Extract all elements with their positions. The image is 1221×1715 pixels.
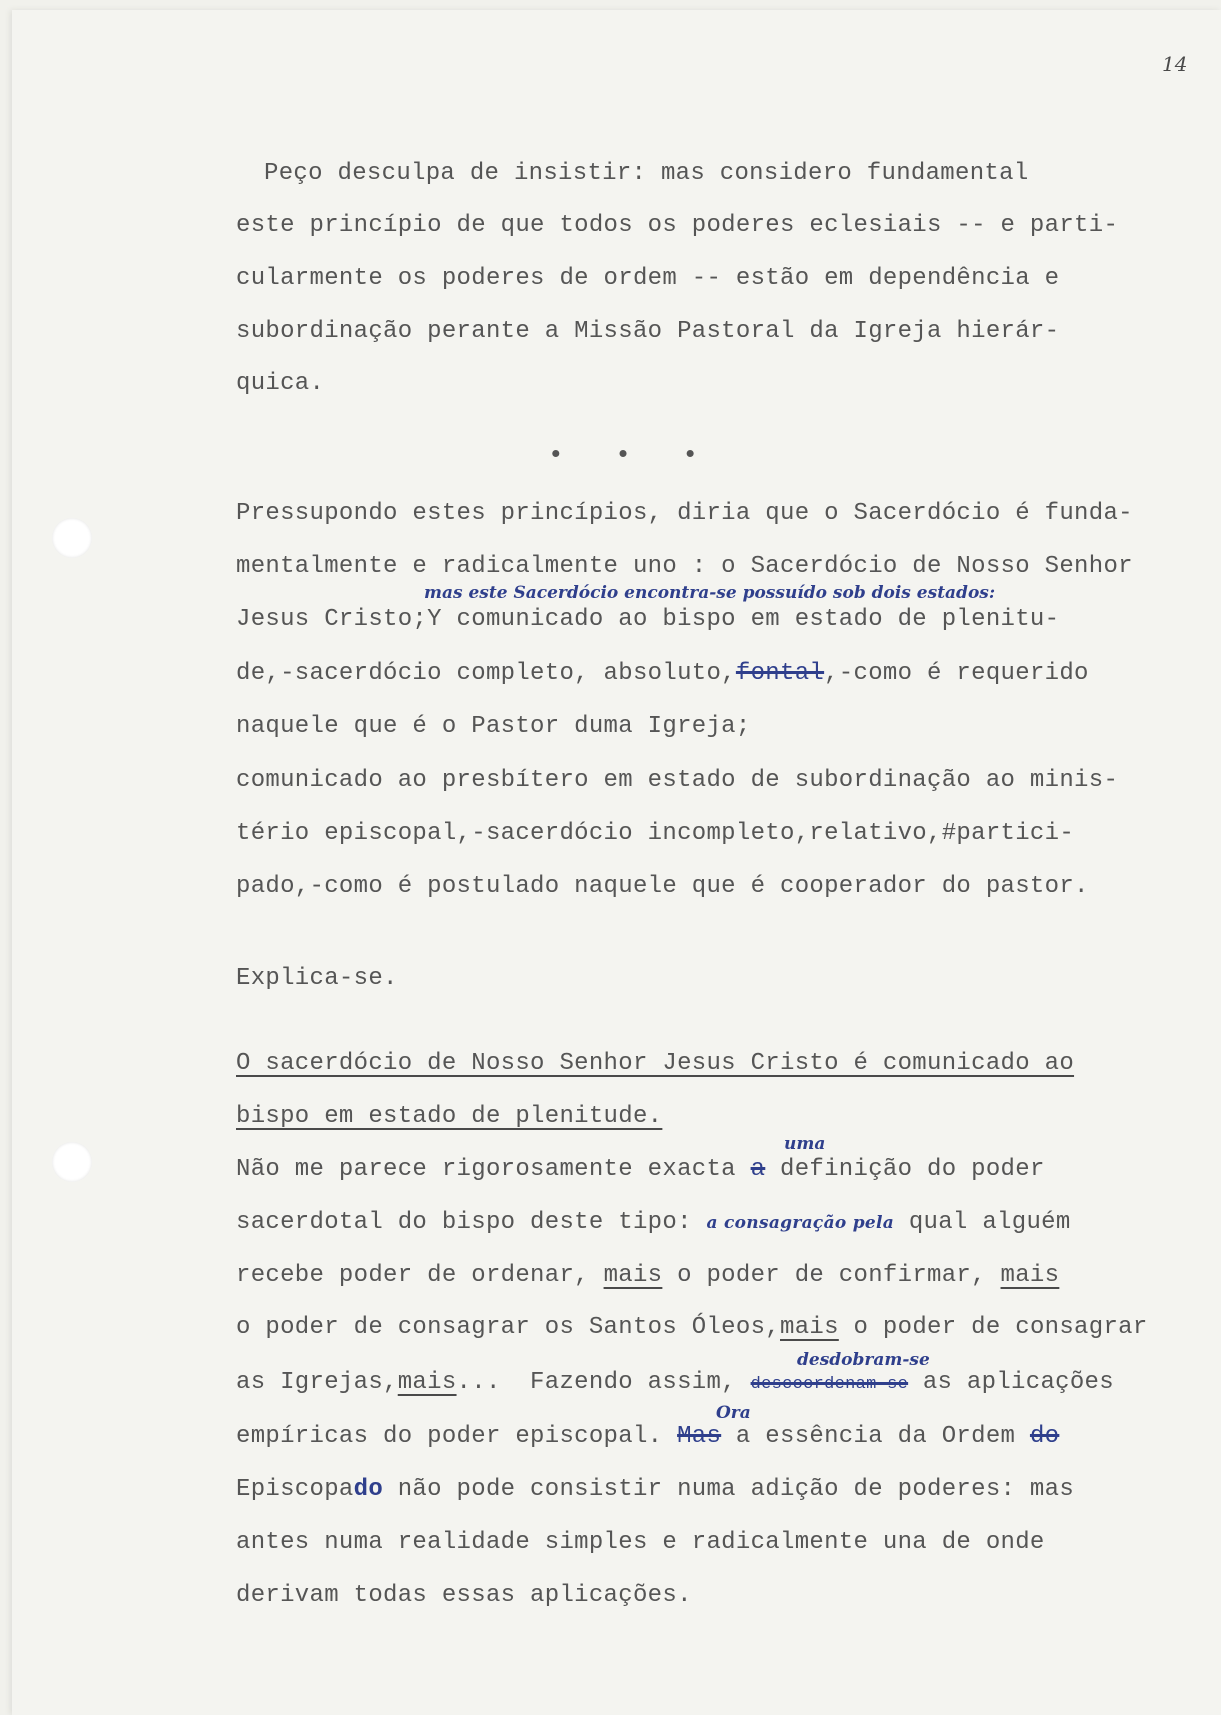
paragraph1-line3: cularmente os poderes de ordem -- estão em dependência e: [236, 265, 1060, 292]
handwritten-insert: mas este Sacerdócio encontra-se possuído sob dois estados:: [424, 583, 996, 603]
handwritten-ora: Ora: [716, 1403, 751, 1423]
heading-line2: bispo em estado de plenitude.: [236, 1103, 663, 1130]
explica-line: Explica-se.: [236, 965, 398, 992]
paragraph3-line1: Não me parece rigorosamente exacta a definição do poder: [236, 1156, 1045, 1183]
handwritten-uma: uma: [784, 1134, 826, 1154]
paragraph2-line5: naquele que é o Pastor duma Igreja;: [236, 713, 751, 740]
document-page: [12, 10, 1221, 1715]
paragraph3-line9: derivam todas essas aplicações.: [236, 1582, 692, 1609]
paragraph3-line7: Episcopado não pode consistir numa adição de poderes: mas: [236, 1476, 1075, 1503]
handwritten-consagracao: a consagração pela: [706, 1213, 895, 1233]
paragraph2-line3: Jesus Cristo;Y comunicado ao bispo em estado de plenitu-: [236, 606, 1060, 633]
paragraph2-line1: Pressupondo estes princípios, diria que o Sacerdócio é funda-: [236, 500, 1133, 527]
heading-line1: O sacerdócio de Nosso Senhor Jesus Cristo é comunicado ao: [236, 1050, 1075, 1077]
paragraph2-line2: mentalmente e radicalmente uno : o Sacerdócio de Nosso Senhor: [236, 553, 1133, 580]
paragraph2-line4: de,-sacerdócio completo, absoluto,fontal,-como é requerido: [236, 660, 1089, 687]
page-number: 14: [1162, 52, 1188, 76]
paragraph3-line2: sacerdotal do bispo deste tipo: a consagração pela qual alguém: [236, 1209, 1071, 1236]
punch-hole-bottom: [52, 1142, 92, 1182]
handwritten-desdobram: desdobram-se: [797, 1350, 930, 1370]
paragraph1-line4: subordinação perante a Missão Pastoral da Igreja hierár-: [236, 318, 1060, 345]
paragraph1-line2: este princípio de que todos os poderes eclesiais -- e parti-: [236, 212, 1119, 239]
paragraph2-line7: tério episcopal,-sacerdócio incompleto,relativo,#partici-: [236, 820, 1075, 847]
paragraph3-line8: antes numa realidade simples e radicalmente una de onde: [236, 1529, 1045, 1556]
paragraph3-line5: as Igrejas,mais... Fazendo assim, descoordenam-se as aplicações: [236, 1369, 1114, 1396]
paragraph1-line1: Peço desculpa de insistir: mas considero fundamental: [264, 160, 1029, 187]
paragraph2-line8: pado,-como é postulado naquele que é cooperador do pastor.: [236, 873, 1089, 900]
struck-article: a: [750, 1156, 766, 1183]
section-separator: • • •: [548, 440, 717, 470]
paragraph1-line5: quica.: [236, 370, 325, 397]
struck-descoordenam: descoordenam-se: [750, 1375, 909, 1394]
paragraph3-line3: recebe poder de ordenar, mais o poder de confirmar, mais: [236, 1262, 1060, 1289]
struck-mas: Mas: [677, 1423, 722, 1450]
paragraph3-line6: empíricas do poder episcopal. Mas a essência da Ordem do: [236, 1423, 1060, 1450]
paragraph2-line6: comunicado ao presbítero em estado de subordinação ao minis-: [236, 767, 1119, 794]
handwritten-do: do: [353, 1476, 384, 1503]
struck-word-fontal: fontal: [735, 660, 825, 687]
punch-hole-top: [52, 518, 92, 558]
struck-do: do: [1029, 1423, 1060, 1450]
paragraph3-line4: o poder de consagrar os Santos Óleos,mais o poder de consagrar: [236, 1314, 1148, 1341]
